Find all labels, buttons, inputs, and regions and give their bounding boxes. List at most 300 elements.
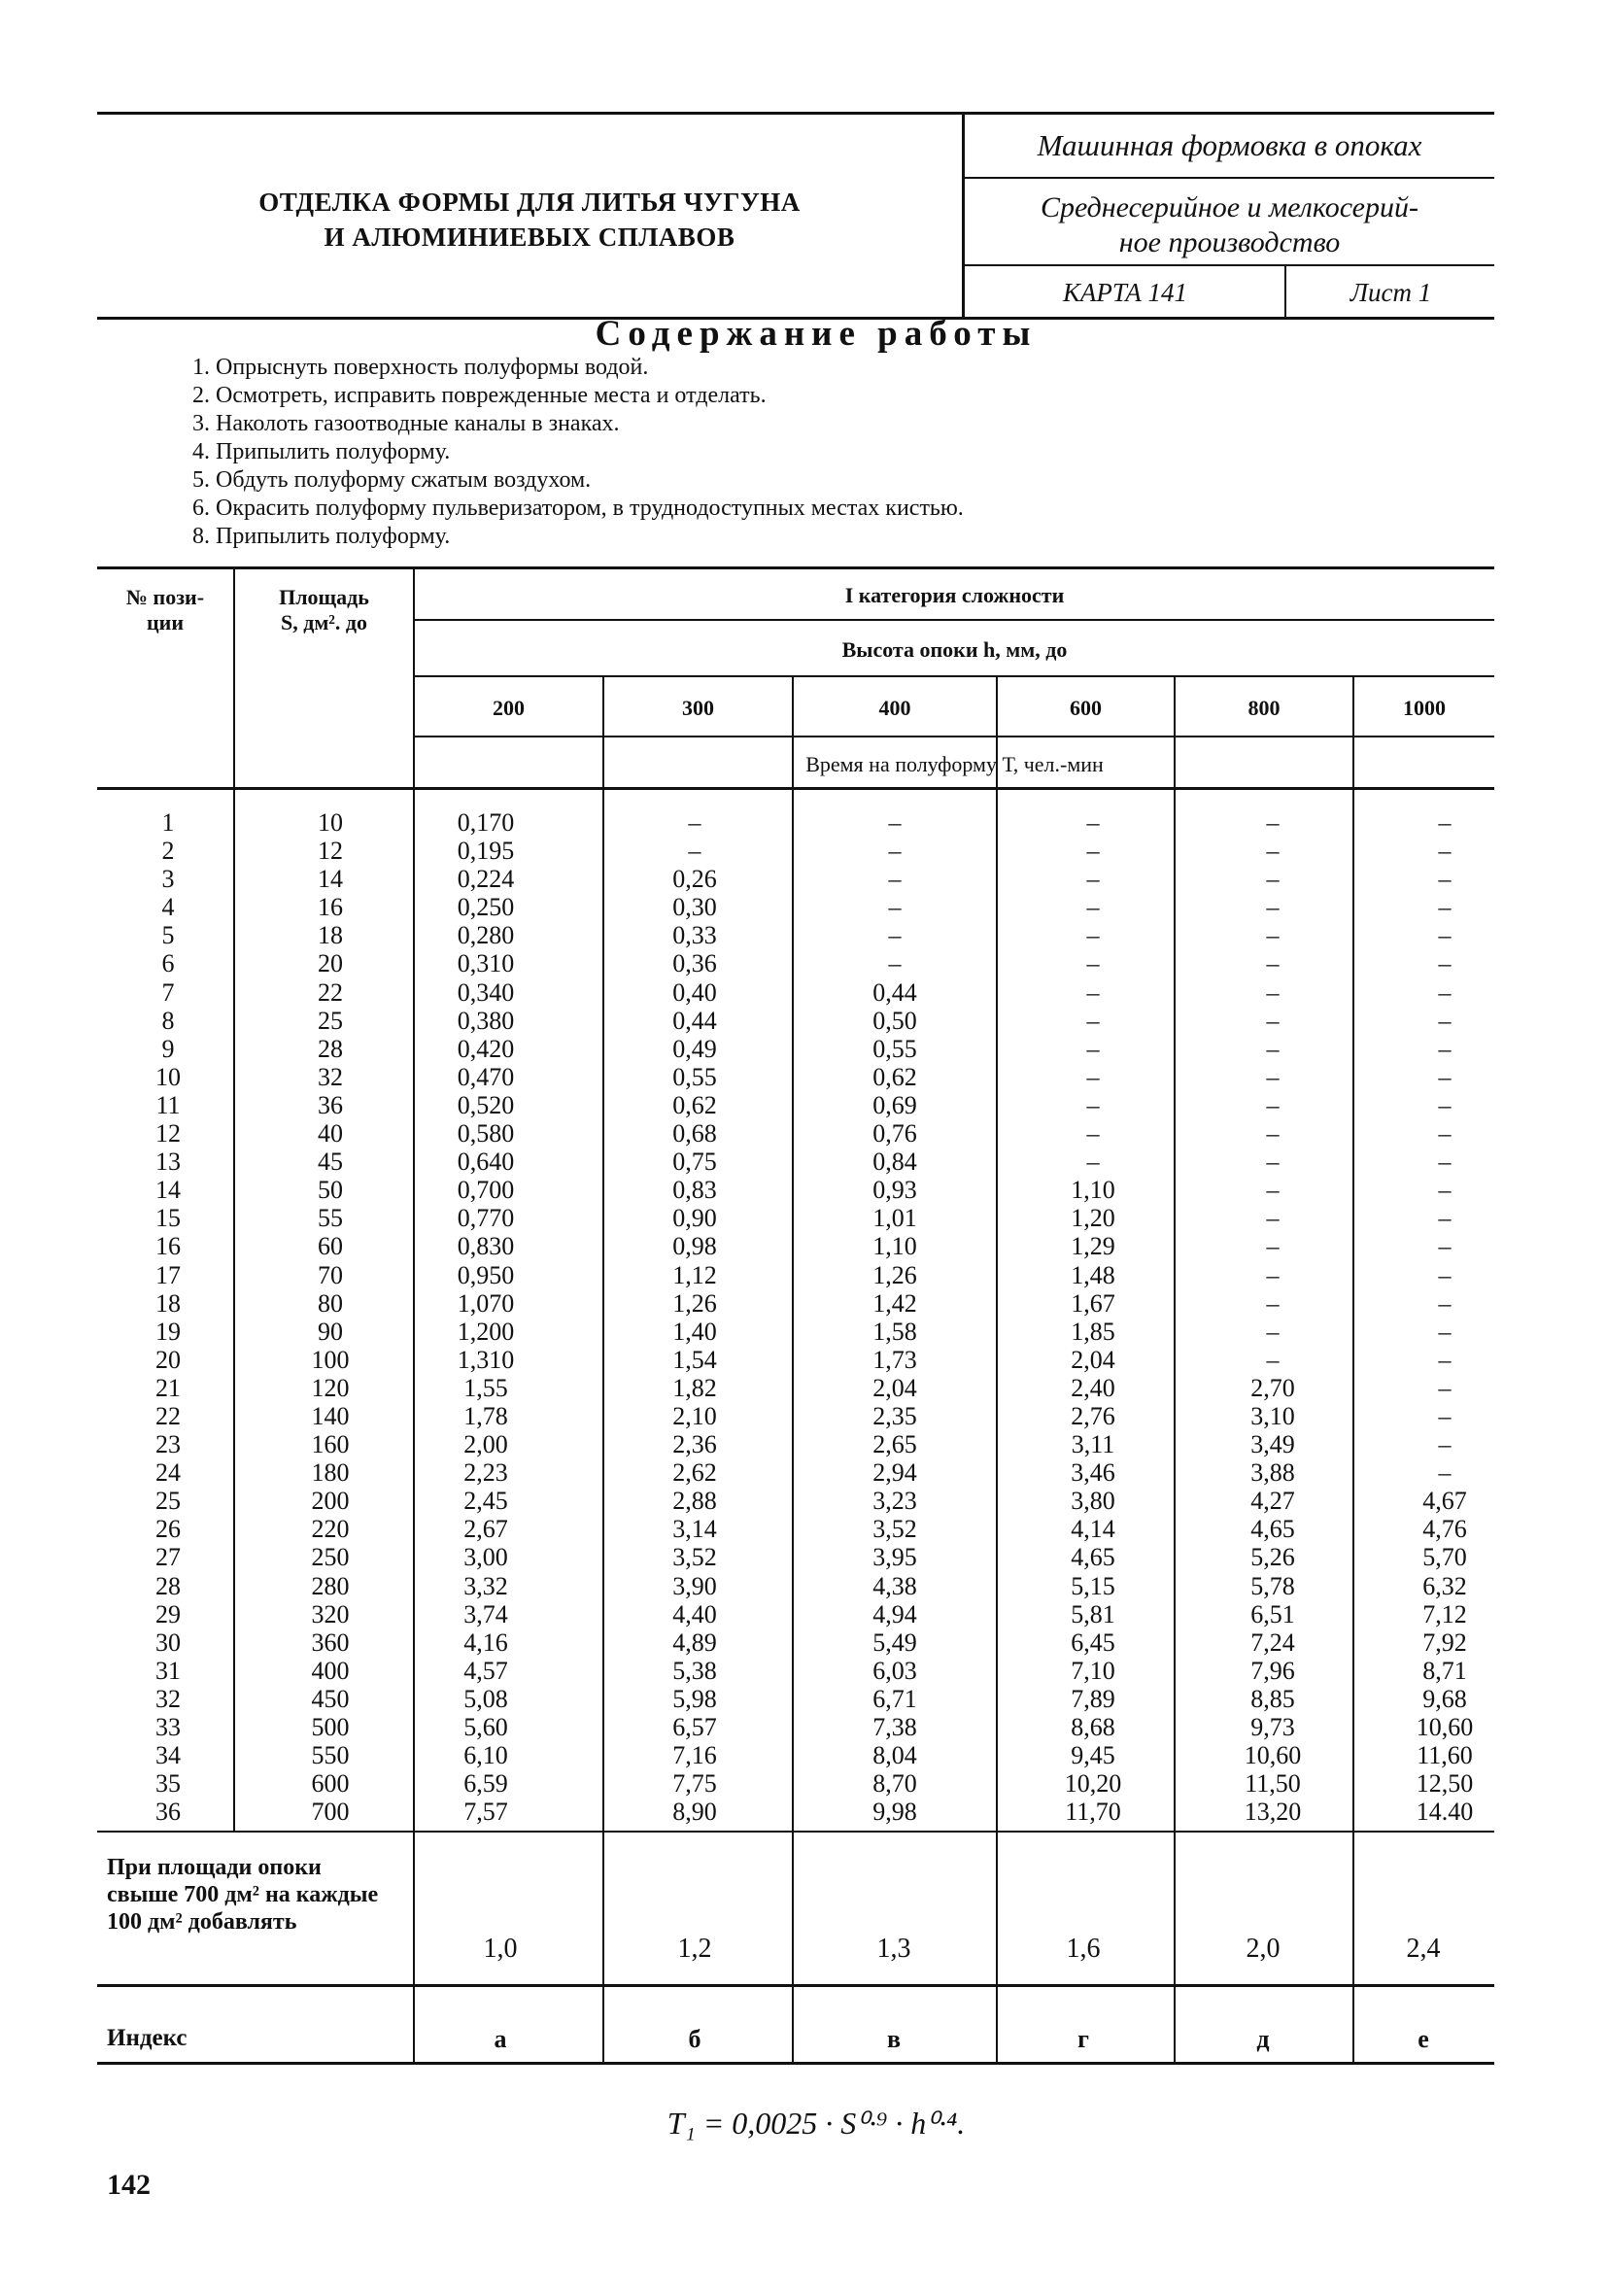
cell-time-200: 0,250 — [457, 893, 515, 922]
table-row — [102, 1232, 1491, 1260]
index-value: д — [1256, 2025, 1270, 2053]
cell-time-200: 7,57 — [463, 1798, 508, 1827]
cell-time-400: 3,95 — [872, 1543, 917, 1572]
cell-time-600: 1,20 — [1071, 1204, 1115, 1233]
production-line-1: Среднесерийное и мелкосерий- — [1041, 191, 1418, 223]
cell-time-1000: – — [1438, 1176, 1452, 1205]
cell-area: 550 — [311, 1741, 350, 1770]
index-value: е — [1418, 2025, 1429, 2053]
cell-time-1000: 7,92 — [1422, 1628, 1467, 1657]
cell-time-800: 3,10 — [1250, 1401, 1295, 1430]
table-row — [102, 1318, 1491, 1346]
cell-time-600: 2,04 — [1071, 1345, 1115, 1374]
table-row — [102, 1035, 1491, 1063]
cell-time-300: 0,30 — [672, 893, 717, 922]
cell-area: 18 — [318, 921, 343, 950]
table-row — [102, 1769, 1491, 1798]
card-number: КАРТА 141 — [1063, 278, 1187, 307]
cell-time-200: 0,280 — [457, 921, 515, 950]
cell-area: 14 — [318, 865, 343, 894]
cell-time-400: – — [888, 808, 902, 837]
cell-area: 400 — [311, 1656, 350, 1685]
cell-position: 17 — [155, 1260, 181, 1289]
category-label: I категория сложности — [844, 583, 1065, 607]
sheet-number: Лист 1 — [1350, 278, 1432, 307]
cell-time-200: 0,195 — [457, 837, 515, 866]
table-row — [102, 1543, 1491, 1571]
cell-area: 700 — [311, 1798, 350, 1827]
index-label: Индекс — [107, 2025, 188, 2051]
add-value: 2,0 — [1246, 1934, 1281, 1964]
cell-time-800: – — [1266, 1090, 1280, 1119]
cell-time-200: 0,770 — [457, 1204, 515, 1233]
table-row — [102, 1346, 1491, 1374]
add-per-area-label: При площади опоки свыше 700 дм² на каждые 100 дм² добавлять — [107, 1855, 379, 1935]
cell-time-1000: – — [1438, 1260, 1452, 1289]
table-row — [102, 1289, 1491, 1318]
cell-time-300: 4,89 — [672, 1628, 717, 1657]
cell-time-300: 0,55 — [672, 1062, 717, 1091]
cell-time-600: – — [1086, 1062, 1100, 1091]
cell-time-1000: – — [1438, 921, 1452, 950]
cell-time-400: 8,70 — [872, 1769, 917, 1799]
cell-time-600: – — [1086, 977, 1100, 1007]
cell-time-600: – — [1086, 921, 1100, 950]
cell-time-300: 2,36 — [672, 1430, 717, 1459]
cell-time-800: – — [1266, 921, 1280, 950]
document-title — [97, 185, 962, 255]
cell-time-300: 0,44 — [672, 1006, 717, 1035]
cell-time-800: – — [1266, 1176, 1280, 1205]
cell-time-300: 2,62 — [672, 1458, 717, 1488]
work-step: 8. Припылить полуформу. — [192, 524, 451, 549]
cell-area: 20 — [318, 949, 343, 978]
cell-time-600: 11,70 — [1065, 1798, 1121, 1827]
cell-time-200: 5,60 — [463, 1713, 508, 1741]
cell-time-400: 4,38 — [872, 1571, 917, 1600]
cell-time-1000: – — [1438, 808, 1452, 837]
cell-time-400: 1,26 — [872, 1260, 917, 1289]
cell-time-400: 0,55 — [872, 1034, 917, 1063]
cell-time-300: 1,82 — [672, 1373, 717, 1402]
cell-time-300: 0,36 — [672, 949, 717, 978]
heights-rule — [413, 736, 1494, 737]
cell-area: 25 — [318, 1006, 343, 1035]
add-value: 1,3 — [876, 1934, 911, 1964]
cell-time-600: – — [1086, 1034, 1100, 1063]
height-value: 1000 — [1403, 696, 1446, 720]
cell-time-800: 11,50 — [1245, 1769, 1301, 1799]
cell-time-800: 8,85 — [1250, 1684, 1295, 1713]
cell-time-300: 4,40 — [672, 1599, 717, 1628]
cell-area: 36 — [318, 1090, 343, 1119]
cell-position: 7 — [161, 977, 175, 1007]
cell-area: 120 — [311, 1373, 350, 1402]
cell-time-400: – — [888, 949, 902, 978]
cell-time-200: 0,950 — [457, 1260, 515, 1289]
table-bottom-rule — [97, 2062, 1494, 2065]
table-row — [102, 1148, 1491, 1176]
cell-position: 2 — [161, 837, 175, 866]
cell-area: 70 — [318, 1260, 343, 1289]
cell-position: 28 — [155, 1571, 181, 1600]
cell-time-300: 1,54 — [672, 1345, 717, 1374]
cell-time-400: 0,84 — [872, 1148, 917, 1177]
cell-time-800: – — [1266, 1034, 1280, 1063]
cell-time-1000: – — [1438, 893, 1452, 922]
cell-time-400: 9,98 — [872, 1798, 917, 1827]
cell-time-200: 2,45 — [463, 1487, 508, 1516]
cell-time-400: 5,49 — [872, 1628, 917, 1657]
cell-time-600: – — [1086, 1090, 1100, 1119]
cell-time-800: – — [1266, 1148, 1280, 1177]
cell-time-400: – — [888, 865, 902, 894]
cell-time-800: 2,70 — [1250, 1373, 1295, 1402]
cell-time-200: 4,16 — [463, 1628, 508, 1657]
cell-area: 500 — [311, 1713, 350, 1741]
cell-time-400: 2,35 — [872, 1401, 917, 1430]
cell-area: 450 — [311, 1684, 350, 1713]
cell-time-600: 4,65 — [1071, 1543, 1115, 1572]
cell-time-400: – — [888, 893, 902, 922]
work-steps-list — [192, 354, 964, 551]
category-rule — [413, 619, 1494, 621]
cell-time-300: 7,75 — [672, 1769, 717, 1799]
table-row — [102, 893, 1491, 921]
cell-area: 140 — [311, 1401, 350, 1430]
cell-time-400: – — [888, 837, 902, 866]
cell-time-1000: – — [1438, 1006, 1452, 1035]
cell-time-300: 0,90 — [672, 1204, 717, 1233]
cell-time-400: 6,03 — [872, 1656, 917, 1685]
cell-area: 160 — [311, 1430, 350, 1459]
cell-time-300: 0,33 — [672, 921, 717, 950]
cell-time-300: 2,10 — [672, 1401, 717, 1430]
height-value: 600 — [1070, 696, 1102, 720]
cell-position: 13 — [155, 1148, 181, 1177]
cell-time-600: – — [1086, 893, 1100, 922]
cell-position: 33 — [155, 1713, 181, 1741]
header-right-rule-1 — [962, 177, 1494, 179]
cell-position: 10 — [155, 1062, 181, 1091]
cell-position: 22 — [155, 1401, 181, 1430]
col-header-position-line-2: ции — [146, 610, 185, 634]
cell-time-300: 3,14 — [672, 1515, 717, 1544]
cell-time-300: 0,40 — [672, 977, 717, 1007]
cell-time-800: – — [1266, 808, 1280, 837]
cell-time-400: 1,42 — [872, 1288, 917, 1318]
cell-time-800: 5,78 — [1250, 1571, 1295, 1600]
col-header-area — [235, 585, 413, 635]
cell-time-800: 7,96 — [1250, 1656, 1295, 1685]
cell-time-400: 7,38 — [872, 1713, 917, 1741]
cell-time-300: 6,57 — [672, 1713, 717, 1741]
cell-time-1000: – — [1438, 1373, 1452, 1402]
table-row — [102, 921, 1491, 949]
cell-time-200: 3,32 — [463, 1571, 508, 1600]
cell-area: 250 — [311, 1543, 350, 1572]
cell-time-600: 1,29 — [1071, 1232, 1115, 1261]
work-step: 3. Наколоть газоотводные каналы в знаках. — [192, 411, 620, 436]
table-row — [102, 949, 1491, 977]
cell-time-1000: 4,76 — [1422, 1515, 1467, 1544]
cell-time-200: 3,00 — [463, 1543, 508, 1572]
cell-time-1000: – — [1438, 1317, 1452, 1346]
cell-time-300: 1,40 — [672, 1317, 717, 1346]
cell-time-200: 1,55 — [463, 1373, 508, 1402]
cell-time-400: 8,04 — [872, 1741, 917, 1770]
cell-time-200: 0,830 — [457, 1232, 515, 1261]
cell-time-300: 5,98 — [672, 1684, 717, 1713]
cell-time-300: 7,16 — [672, 1741, 717, 1770]
cell-time-200: 0,420 — [457, 1034, 515, 1063]
cell-time-1000: – — [1438, 1119, 1452, 1148]
cell-time-600: – — [1086, 1148, 1100, 1177]
cell-position: 24 — [155, 1458, 181, 1488]
title-line-1: ОТДЕЛКА ФОРМЫ ДЛЯ ЛИТЬЯ ЧУГУНА — [258, 188, 801, 217]
cell-time-800: – — [1266, 1062, 1280, 1091]
cell-time-400: 1,01 — [872, 1204, 917, 1233]
cell-time-800: – — [1266, 1232, 1280, 1261]
table-top-rule — [97, 566, 1494, 569]
cell-time-800: 9,73 — [1250, 1713, 1295, 1741]
cell-position: 21 — [155, 1373, 181, 1402]
cell-time-600: 5,81 — [1071, 1599, 1115, 1628]
cell-area: 55 — [318, 1204, 343, 1233]
cell-time-200: 1,200 — [457, 1317, 515, 1346]
cell-time-1000: – — [1438, 1090, 1452, 1119]
table-row — [102, 1600, 1491, 1628]
cell-time-600: 8,68 — [1071, 1713, 1115, 1741]
index-value: в — [886, 2025, 902, 2053]
col-header-position-line-1: № пози- — [125, 585, 205, 609]
cell-area: 320 — [311, 1599, 350, 1628]
cell-position: 15 — [155, 1204, 181, 1233]
cell-time-600: – — [1086, 949, 1100, 978]
table-row — [102, 1007, 1491, 1035]
cell-time-1000: 10,60 — [1416, 1713, 1474, 1741]
cell-time-1000: – — [1438, 1288, 1452, 1318]
cell-time-800: – — [1266, 1119, 1280, 1148]
cell-position: 12 — [155, 1119, 181, 1148]
cell-time-400: 2,65 — [872, 1430, 917, 1459]
cell-time-600: 7,10 — [1071, 1656, 1115, 1685]
cell-position: 16 — [155, 1232, 181, 1261]
cell-time-400: 3,52 — [872, 1515, 917, 1544]
cell-time-200: 1,78 — [463, 1401, 508, 1430]
cell-time-200: 2,00 — [463, 1430, 508, 1459]
height-label: Высота опоки h, мм, до — [841, 637, 1068, 662]
table-row — [102, 1458, 1491, 1487]
cell-time-800: – — [1266, 949, 1280, 978]
cell-time-600: 1,10 — [1071, 1176, 1115, 1205]
col-header-position — [97, 585, 233, 635]
production-label — [965, 190, 1494, 260]
cell-time-200: 2,67 — [463, 1515, 508, 1544]
cell-time-1000: – — [1438, 1204, 1452, 1233]
cell-area: 12 — [318, 837, 343, 866]
cell-time-400: 0,76 — [872, 1119, 917, 1148]
cell-time-600: – — [1086, 1006, 1100, 1035]
cell-time-1000: 8,71 — [1422, 1656, 1467, 1685]
cell-time-1000: – — [1438, 1401, 1452, 1430]
cell-time-800: 3,49 — [1250, 1430, 1295, 1459]
cell-time-200: 4,57 — [463, 1656, 508, 1685]
cell-time-400: 2,04 — [872, 1373, 917, 1402]
cell-area: 360 — [311, 1628, 350, 1657]
cell-time-600: 2,76 — [1071, 1401, 1115, 1430]
cell-time-300: 0,83 — [672, 1176, 717, 1205]
cell-position: 19 — [155, 1317, 181, 1346]
cell-time-1000: – — [1438, 837, 1452, 866]
table-row — [102, 1572, 1491, 1600]
cell-time-600: 10,20 — [1064, 1769, 1122, 1799]
index-value: б — [688, 2025, 701, 2053]
cell-time-1000: – — [1438, 1148, 1452, 1177]
cell-time-800: 13,20 — [1244, 1798, 1302, 1827]
cell-position: 6 — [161, 949, 175, 978]
cell-position: 23 — [155, 1430, 181, 1459]
table-row — [102, 1176, 1491, 1204]
col-header-area-line-1: Площадь — [279, 585, 369, 609]
cell-time-600: 3,46 — [1071, 1458, 1115, 1488]
table-row — [102, 1261, 1491, 1289]
cell-time-200: 0,640 — [457, 1148, 515, 1177]
cell-time-600: 3,80 — [1071, 1487, 1115, 1516]
cell-time-600: 2,40 — [1071, 1373, 1115, 1402]
cell-time-400: 0,44 — [872, 977, 917, 1007]
cell-area: 280 — [311, 1571, 350, 1600]
cell-position: 20 — [155, 1345, 181, 1374]
table-row — [102, 1741, 1491, 1769]
cell-area: 60 — [318, 1232, 343, 1261]
table-row — [102, 1402, 1491, 1430]
title-line-2: И АЛЮМИНИЕВЫХ СПЛАВОВ — [324, 223, 735, 252]
work-step: 6. Окрасить полуформу пульверизатором, в труднодоступных местах кистью. — [192, 496, 964, 521]
cell-time-800: – — [1266, 1317, 1280, 1346]
cell-time-200: 2,23 — [463, 1458, 508, 1488]
cell-time-1000: 9,68 — [1422, 1684, 1467, 1713]
cell-time-300: 0,68 — [672, 1119, 717, 1148]
add-row-bottom-rule — [97, 1984, 1494, 1987]
table-row — [102, 1515, 1491, 1543]
cell-area: 100 — [311, 1345, 350, 1374]
cell-time-300: 1,12 — [672, 1260, 717, 1289]
cell-area: 32 — [318, 1062, 343, 1091]
cell-time-200: 1,310 — [457, 1345, 515, 1374]
cell-time-300: 3,90 — [672, 1571, 717, 1600]
cell-time-800: 3,88 — [1250, 1458, 1295, 1488]
table-row — [102, 1713, 1491, 1741]
cell-time-300: 0,98 — [672, 1232, 717, 1261]
height-value: 300 — [682, 696, 714, 720]
cell-area: 90 — [318, 1317, 343, 1346]
cell-area: 40 — [318, 1119, 343, 1148]
table-row — [102, 1798, 1491, 1826]
cell-time-200: 0,380 — [457, 1006, 515, 1035]
table-row — [102, 1685, 1491, 1713]
cell-position: 34 — [155, 1741, 181, 1770]
cell-time-1000: 14.40 — [1416, 1798, 1474, 1827]
cell-time-400: 3,23 — [872, 1487, 917, 1516]
col-header-area-line-2: S, дм². до — [280, 610, 368, 634]
cell-time-1000: – — [1438, 1430, 1452, 1459]
cell-position: 5 — [161, 921, 175, 950]
cell-position: 35 — [155, 1769, 181, 1799]
work-step: 1. Опрыснуть поверхность полуформы водой. — [192, 355, 649, 380]
table-row — [102, 1487, 1491, 1515]
cell-time-200: 0,700 — [457, 1176, 515, 1205]
cell-time-300: 3,52 — [672, 1543, 717, 1572]
table-row — [102, 1374, 1491, 1402]
add-value: 2,4 — [1406, 1934, 1441, 1964]
table-header-bottom-rule — [97, 787, 1494, 790]
cell-time-800: – — [1266, 1006, 1280, 1035]
cell-time-200: 3,74 — [463, 1599, 508, 1628]
cell-time-600: 5,15 — [1071, 1571, 1115, 1600]
cell-time-800: – — [1266, 865, 1280, 894]
cell-area: 45 — [318, 1148, 343, 1177]
cell-position: 27 — [155, 1543, 181, 1572]
cell-time-400: – — [888, 921, 902, 950]
cell-time-600: 6,45 — [1071, 1628, 1115, 1657]
cell-time-200: 6,59 — [463, 1769, 508, 1799]
production-line-2: ное производство — [1118, 226, 1341, 258]
cell-time-400: 1,58 — [872, 1317, 917, 1346]
cell-time-300: 5,38 — [672, 1656, 717, 1685]
cell-time-300: 0,49 — [672, 1034, 717, 1063]
cell-time-1000: 4,67 — [1422, 1487, 1467, 1516]
index-value: а — [494, 2025, 507, 2053]
table-row — [102, 1204, 1491, 1232]
work-heading: Содержание работы — [595, 314, 1038, 354]
cell-area: 80 — [318, 1288, 343, 1318]
table-row — [102, 865, 1491, 893]
cell-time-1000: 11,60 — [1417, 1741, 1473, 1770]
cell-position: 8 — [161, 1006, 175, 1035]
cell-time-1000: 6,32 — [1422, 1571, 1467, 1600]
cell-time-600: 9,45 — [1071, 1741, 1115, 1770]
cell-time-600: 7,89 — [1071, 1684, 1115, 1713]
cell-time-600: 4,14 — [1071, 1515, 1115, 1544]
cell-time-800: 10,60 — [1244, 1741, 1302, 1770]
cell-time-300: – — [688, 808, 701, 837]
cell-position: 36 — [155, 1798, 181, 1827]
cell-position: 29 — [155, 1599, 181, 1628]
cell-area: 180 — [311, 1458, 350, 1488]
table-row — [102, 1091, 1491, 1119]
cell-position: 14 — [155, 1176, 181, 1205]
cell-time-1000: – — [1438, 949, 1452, 978]
cell-time-300: 0,75 — [672, 1148, 717, 1177]
cell-position: 18 — [155, 1288, 181, 1318]
cell-time-600: 1,85 — [1071, 1317, 1115, 1346]
cell-time-800: – — [1266, 1204, 1280, 1233]
add-value: 1,0 — [483, 1934, 518, 1964]
cell-position: 4 — [161, 893, 175, 922]
height-value: 400 — [878, 696, 911, 720]
cell-time-200: 6,10 — [463, 1741, 508, 1770]
cell-time-400: 2,94 — [872, 1458, 917, 1488]
page-number: 142 — [107, 2169, 151, 2201]
cell-time-1000: 7,12 — [1422, 1599, 1467, 1628]
cell-time-400: 0,62 — [872, 1062, 917, 1091]
cell-time-600: – — [1086, 837, 1100, 866]
table-row — [102, 1063, 1491, 1091]
cell-area: 22 — [318, 977, 343, 1007]
cell-time-200: 0,580 — [457, 1119, 515, 1148]
cell-position: 30 — [155, 1628, 181, 1657]
